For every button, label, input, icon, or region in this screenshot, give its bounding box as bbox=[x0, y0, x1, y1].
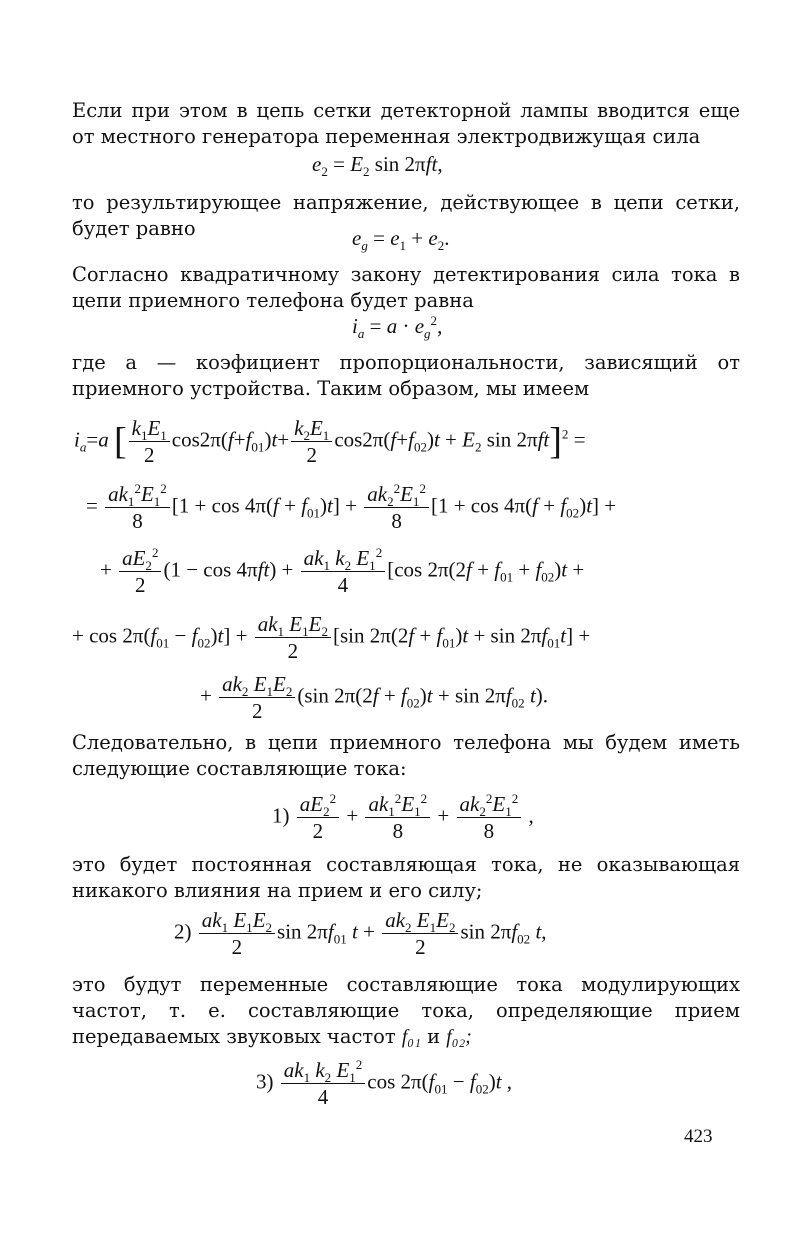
formula-ia-line-4: + $\cos 2\pi(f_{01} - f_{02})t$] + $\frac{ak_1 E_1E_2}{2}$ [sin $2\pi(2f + f_{01})t + \sin 2\pi f_{01}t$] + bbox=[72, 612, 591, 663]
page-number: 423 bbox=[684, 1126, 713, 1147]
paragraph-3: Согласно квадратичному закону детектирования сила тока в цепи приемного телефона будет равна bbox=[72, 263, 740, 312]
formula-item-2: 2) $\frac{ak_1 E_1E_2}{2}$ $\sin 2\pi f_{01}$ t + $\frac{ak_2 E_1E_2}{2}$ $\sin 2\pi f_{02}$ t, bbox=[174, 908, 547, 959]
item-1-label: 1) bbox=[272, 803, 290, 828]
formula-e2: $e_2 = E_2$ sin 2πft, bbox=[312, 152, 443, 180]
f01-symbol: f₀₁ bbox=[401, 1027, 421, 1048]
formula-ia-line-2: = $\frac{ak_1^2E_1^2}{8}$ $[1 + \cos 4\pi(f + f_{01})t]$ + $\frac{ak_2^2E_1^2}{8}$ $[1 + \cos 4\pi(f + f_{02})t]$ + bbox=[86, 481, 617, 533]
formula-ia-line-3: + $\frac{aE_2^2}{2}$ (1 − cos 4πft) + $\frac{ak_1 k_2 E_1^2}{4}$ [cos $2\pi(2f + f_{01} + f_{02})t$ + bbox=[100, 545, 585, 597]
item-2-label: 2) bbox=[174, 919, 192, 944]
formula-item-3: 3) $\frac{ak_1 k_2 E_1^2}{4}$ $\cos 2\pi(f_{01} - f_{02})t$ , bbox=[256, 1057, 513, 1109]
item-3-label: 3) bbox=[256, 1069, 274, 1094]
paragraph-6: это будет постоянная составляющая тока, не оказывающая никакого влияния на прием и его силу; bbox=[72, 853, 740, 902]
paragraph-7-text: это будут переменные составляющие тока модулирующих частот, т. е. составляющие тока, определяющие прием передаваемых звуковых частот bbox=[72, 973, 740, 1048]
paragraph-5: Следовательно, в цепи приемного телефона мы будем иметь следующие составляющие тока: bbox=[72, 731, 740, 780]
paragraph-2: то результирующее напряжение, действующее в цепи сетки, будет равно bbox=[72, 191, 740, 240]
formula-ia-square: $i_a = a \cdot e_g^2$, bbox=[352, 313, 443, 342]
f02-symbol: f₀₂; bbox=[446, 1027, 472, 1048]
formula-eg: $e_g = e_1 + e_2$. bbox=[352, 226, 450, 254]
paragraph-1: Если при этом в цепь сетки детекторной лампы вводится еще от местного генератора переменная электродвижущая сила bbox=[72, 99, 740, 148]
paragraph-4: где a — коэфициент пропорциональности, зависящий от приемного устройства. Таким образом, мы имеем bbox=[72, 351, 740, 400]
paragraph-7 bbox=[72, 972, 740, 1051]
formula-item-1: 1) $\frac{aE_2^2}{2}$ + $\frac{ak_1^2E_1^2}{8}$ + $\frac{ak_2^2E_1^2}{8}$ , bbox=[272, 791, 534, 843]
formula-ia-line-5: + $\frac{ak_2 E_1E_2}{2}$ (sin $2\pi(2f + f_{02})t + \sin 2\pi f_{02}$ t). bbox=[200, 672, 549, 723]
formula-ia-line-1: $i_a=a$ [ $\frac{k_1E_1}{2}$ $\cos 2\pi(f+f_{01})t+$ $\frac{k_2E_1}{2}$ $\cos 2\pi(f+f_{02})t + E_2$ sin 2πft]$^2$ = bbox=[74, 416, 586, 467]
and-word: и bbox=[427, 1025, 441, 1048]
